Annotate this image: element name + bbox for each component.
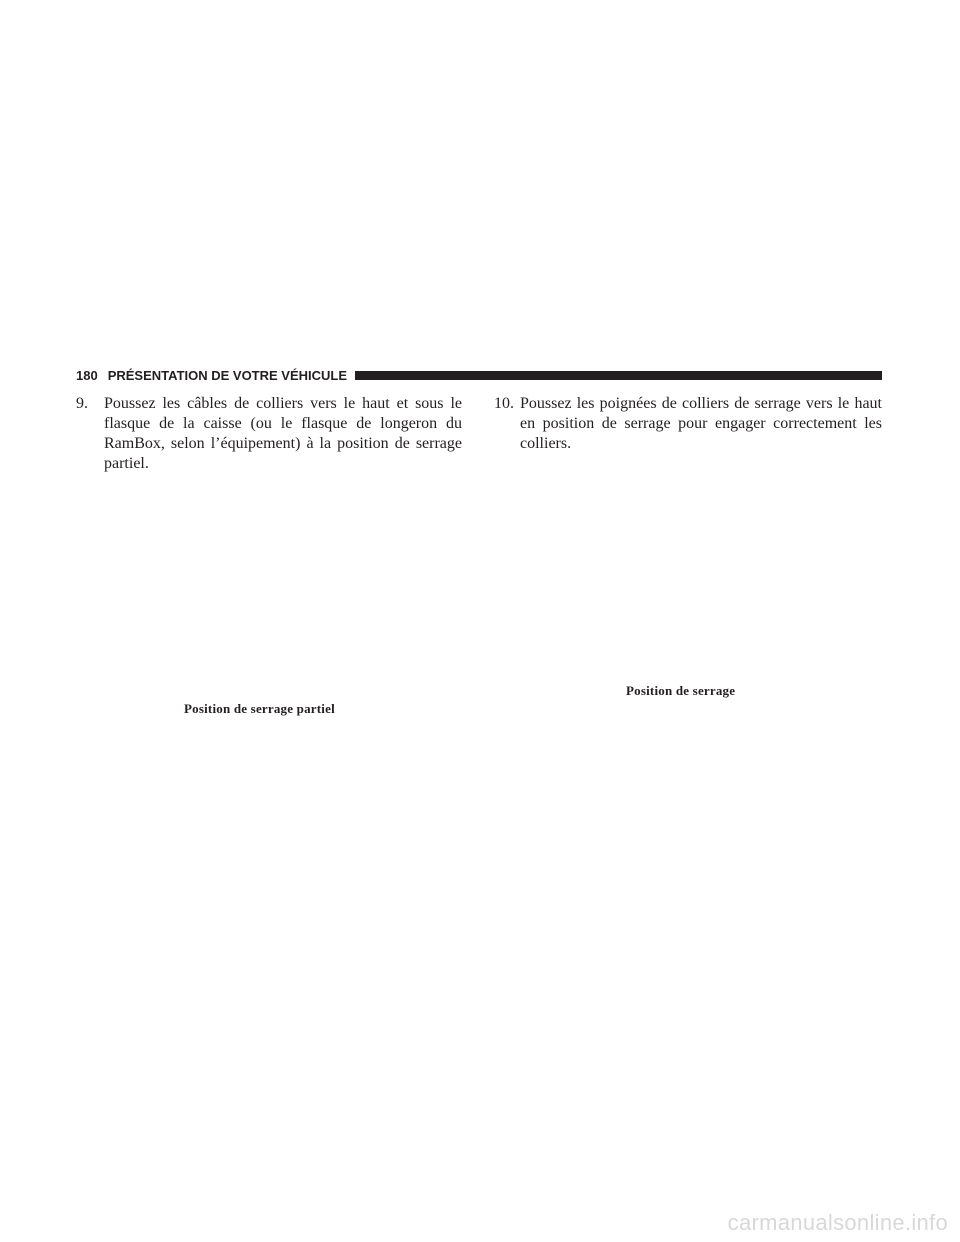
page-number: 180 [76,367,98,383]
instruction-step-9 [76,394,462,474]
figure-caption-left: Position de serrage partiel [184,701,335,716]
watermark: carmanualsonline.info [727,1210,948,1235]
instruction-step-10 [494,394,882,454]
section-title: PRÉSENTATION DE VOTRE VÉHICULE [107,367,348,383]
step-text: Poussez les poignées de colliers de serrage vers le haut en position de serrage pour engager correctement les colliers. [520,395,882,452]
step-number: 10. [494,395,514,412]
page-header [76,366,882,384]
figure-caption-right: Position de serrage [626,683,736,698]
figure-partial-clamp-position [76,470,462,670]
header-rule [355,371,882,380]
figure-clamp-position [494,470,882,670]
step-text: Poussez les câbles de colliers vers le haut et sous le flasque de la caisse (ou le flasque de longeron du RamBox, selon l’équipement) à la position de serrage partiel. [104,395,462,472]
step-number: 9. [76,395,88,412]
